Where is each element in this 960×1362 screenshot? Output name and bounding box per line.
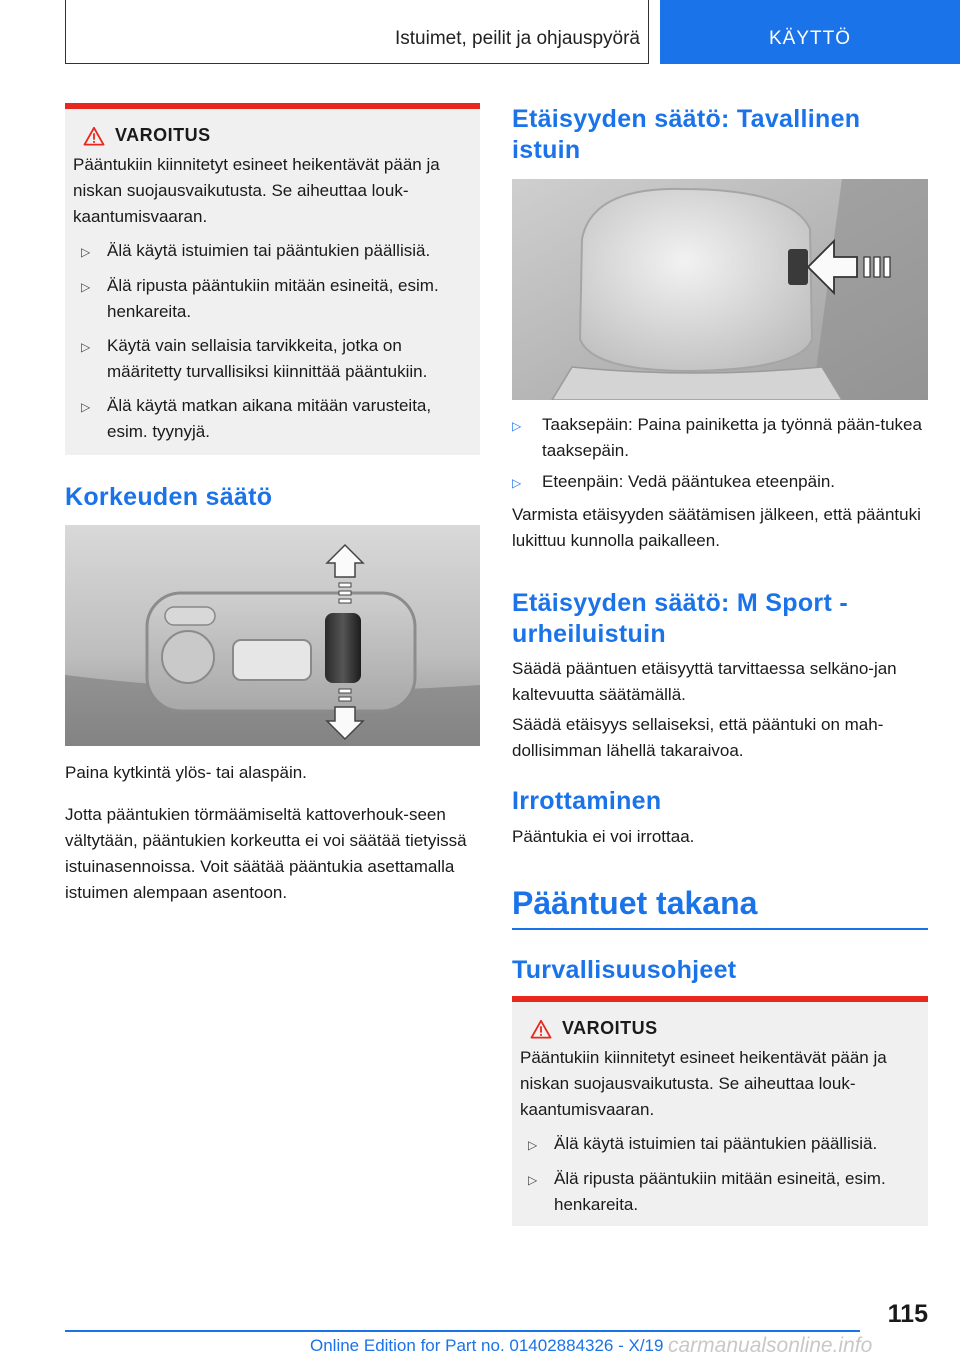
- watermark: carmanualsonline.info: [668, 1334, 873, 1357]
- chapter-tab[interactable]: KÄYTTÖ: [660, 0, 960, 64]
- footer-rule: [65, 1330, 860, 1332]
- page-number: 115: [887, 1300, 928, 1328]
- heading-safety: Turvallisuusohjeet: [512, 956, 737, 984]
- heading-distance-msport: Etäisyyden säätö: M Sport -urheiluistuin: [512, 589, 848, 648]
- warning-box: [65, 103, 480, 455]
- heading-rear-headrests: Pääntuet takana: [512, 885, 758, 921]
- warning-triangle-icon: [83, 126, 105, 146]
- headrest-image: [512, 179, 928, 400]
- bullet-triangle-icon: ▷: [81, 280, 91, 294]
- list-item: ▷ Älä käytä istuimien tai pääntukien päällisiä.: [73, 238, 470, 265]
- bullet-triangle-icon: ▷: [528, 1173, 538, 1187]
- warning-title: VAROITUS: [115, 125, 211, 145]
- section-title: Istuimet, peilit ja ohjauspyörä: [394, 28, 640, 49]
- edition-text: Online Edition for Part no. 01402884326 - X/19: [310, 1336, 664, 1355]
- bullet-triangle-icon: ▷: [512, 476, 522, 490]
- bullet-triangle-icon: ▷: [512, 419, 522, 433]
- bullet-triangle-icon: ▷: [528, 1138, 538, 1152]
- paragraph: Jotta pääntukien törmäämiseltä kattoverhouk-seen vältytään, pääntukien korkeutta ei voi säätää tietyissä istuinasennoissa. Voit säätää pääntukia asettamalla istuimen alempaan asentoon.: [65, 805, 467, 902]
- bullet-triangle-icon: ▷: [81, 400, 91, 414]
- list-item: ▷ Taaksepäin: Paina painiketta ja työnnä pään-tukea taaksepäin.: [512, 412, 928, 464]
- paragraph: Säädä pääntuen etäisyyttä tarvittaessa selkäno-jan kaltevuutta säätämällä.: [512, 659, 897, 704]
- heading-distance-standard: Etäisyyden säätö: Tavallinen istuin: [512, 105, 861, 164]
- seat-switch-image: [65, 525, 480, 746]
- list-item: ▷ Eteenpäin: Vedä pääntukea eteenpäin.: [512, 469, 928, 496]
- warning-text: Pääntukiin kiinnitetyt esineet heikentävät pään ja niskan suojausvaikutusta. Se aiheuttaa louk-kaantumisvaaran.: [73, 155, 440, 226]
- paragraph: Säädä etäisyys sellaiseksi, että pääntuki on mah-dollisimman lähellä takaraivoa.: [512, 715, 884, 760]
- bullet-triangle-icon: ▷: [81, 340, 91, 354]
- heading-removal: Irrottaminen: [512, 787, 662, 815]
- list-item: ▷ Älä käytä istuimien tai pääntukien päällisiä.: [520, 1131, 918, 1158]
- bullet-triangle-icon: ▷: [81, 245, 91, 259]
- warning-triangle-icon: [530, 1019, 552, 1039]
- list-item: ▷ Käytä vain sellaisia tarvikkeita, jotka on määritetty turvallisiksi kiinnittää pääntukiin.: [73, 333, 470, 385]
- paragraph: Pääntukia ei voi irrottaa.: [512, 827, 695, 846]
- paragraph: Paina kytkintä ylös- tai alaspäin.: [65, 763, 307, 782]
- warning-box: [512, 996, 928, 1226]
- list-item: ▷ Älä ripusta pääntukiin mitään esineitä, esim. henkareita.: [520, 1166, 918, 1218]
- section-rule: [512, 928, 928, 930]
- heading-height-adjust: Korkeuden säätö: [65, 483, 273, 511]
- warning-title: VAROITUS: [562, 1018, 658, 1038]
- list-item: ▷ Älä ripusta pääntukiin mitään esineitä, esim. henkareita.: [73, 273, 470, 325]
- warning-text: Pääntukiin kiinnitetyt esineet heikentävät pään ja niskan suojausvaikutusta. Se aiheuttaa louk-kaantumisvaaran.: [520, 1048, 887, 1119]
- paragraph: Varmista etäisyyden säätämisen jälkeen, että pääntuki lukittuu kunnolla paikalleen.: [512, 505, 921, 550]
- list-item: ▷ Älä käytä matkan aikana mitään varusteita, esim. tyynyjä.: [73, 393, 470, 445]
